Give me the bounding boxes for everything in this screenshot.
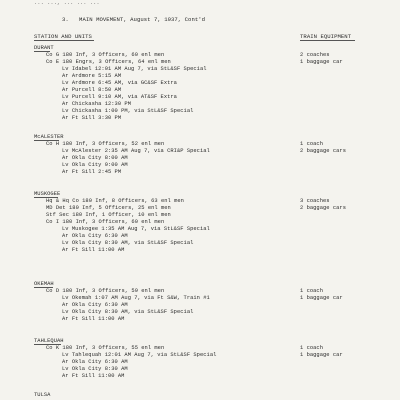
train-equipment: 2 baggage cars: [300, 148, 346, 154]
schedule-line: Ar Ardmore 5:15 AM: [62, 73, 122, 79]
train-equipment: 1 coach: [300, 345, 323, 351]
column-header-train-equipment: TRAIN EQUIPMENT: [300, 33, 352, 40]
schedule-line: Lv Purcell 9:10 AM, via AT&SF Extra: [62, 94, 177, 100]
train-equipment: 1 coach: [300, 141, 323, 147]
schedule-line: Lv Okla City 8:30 AM, via StL&SF Special: [62, 309, 194, 315]
unit-line: Co D 180 Inf, 3 Officers, 59 enl men: [46, 288, 165, 294]
station-heading-durant: DURANT: [34, 45, 54, 51]
station-heading-tahlequah: TAHLEQUAH: [34, 338, 64, 344]
schedule-line: Ar Ft Sill 11:00 AM: [62, 316, 125, 322]
train-equipment: 2 baggage cars: [300, 205, 346, 211]
schedule-line: Lv Muskogee 1:35 AM Aug 7, via StL&SF Special: [62, 226, 210, 232]
schedule-line: Lv Ardmore 6:45 AM, via GC&SF Extra: [62, 80, 177, 86]
unit-line: Co I 180 Inf, 3 Officers, 60 enl men: [46, 219, 165, 225]
station-heading-muskogee: MUSKOGEE: [34, 191, 61, 197]
schedule-line: Ar Ft Sill 3:30 PM: [62, 115, 122, 121]
train-equipment: 1 baggage car: [300, 59, 343, 65]
schedule-line: Ar Okla City 6:30 AM: [62, 302, 128, 308]
schedule-line: Lv Tahlequah 12:01 AM Aug 7, via StL&SF Special: [62, 352, 217, 358]
schedule-line: Lv McAlester 2:35 AM Aug 7, via CRI&P Special: [62, 148, 210, 154]
schedule-line: Ar Chickasha 12:30 PM: [62, 101, 131, 107]
schedule-line: Ar Purcell 8:50 AM: [62, 87, 122, 93]
schedule-line: Ar Ft Sill 11:00 AM: [62, 247, 125, 253]
train-equipment: 1 baggage car: [300, 295, 343, 301]
unit-line: Co E 180 Engrs, 3 Officers, 64 enl men: [46, 59, 171, 65]
unit-line: Co G 180 Inf, 3 Officers, 60 enl men: [46, 52, 165, 58]
schedule-line: Lv Chickasha 1:00 PM, via StL&SF Special: [62, 108, 194, 114]
schedule-line: Ar Okla City 6:30 AM: [62, 233, 128, 239]
unit-line: Co H 180 Inf, 3 Officers, 52 enl men: [46, 141, 165, 147]
train-equipment: 3 coaches: [300, 198, 330, 204]
station-heading-tulsa: TULSA: [34, 392, 51, 398]
schedule-line: Lv Okla City 8:30 AM: [62, 366, 128, 372]
station-heading-mcalester: McALESTER: [34, 134, 64, 140]
schedule-line: Ar Ft Sill 2:45 PM: [62, 169, 122, 175]
column-header-underline-right: [300, 40, 355, 41]
train-equipment: 2 coaches: [300, 52, 330, 58]
schedule-line: Lv Okemah 1:07 AM Aug 7, via Ft S&W, Train #1: [62, 295, 210, 301]
schedule-line: Ar Ft Sill 11:00 AM: [62, 373, 125, 379]
schedule-line: Lv Idabel 12:01 AM Aug 7, via StL&SF Special: [62, 66, 207, 72]
unit-line: Co K 180 Inf, 3 Officers, 55 enl men: [46, 345, 165, 351]
unit-line: Hq & Hq Co 180 Inf, 8 Officers, 63 enl men: [46, 198, 184, 204]
train-equipment: 1 coach: [300, 288, 323, 294]
unit-line: MD Det 180 Inf, 5 Officers, 25 enl men: [46, 205, 171, 211]
schedule-line: Lv Okla City 8:30 AM, via StL&SF Special: [62, 240, 194, 246]
schedule-line: Ar Okla City 6:30 AM: [62, 359, 128, 365]
column-header-underline-left: [34, 40, 94, 41]
schedule-line: Ar Okla City 8:00 AM: [62, 155, 128, 161]
schedule-line: Lv Okla City 9:00 AM: [62, 162, 128, 168]
page-title: 3. MAIN MOVEMENT, August 7, 1937, Cont'd: [62, 16, 206, 23]
column-header-station-units: STATION AND UNITS: [34, 33, 92, 40]
cut-off-top-line: ... ..., ... ... ...: [34, 0, 100, 6]
train-equipment: 1 baggage car: [300, 352, 343, 358]
unit-line: Stf Sec 180 Inf, 1 Officer, 10 enl men: [46, 212, 171, 218]
station-heading-okemah: OKEMAH: [34, 281, 54, 287]
